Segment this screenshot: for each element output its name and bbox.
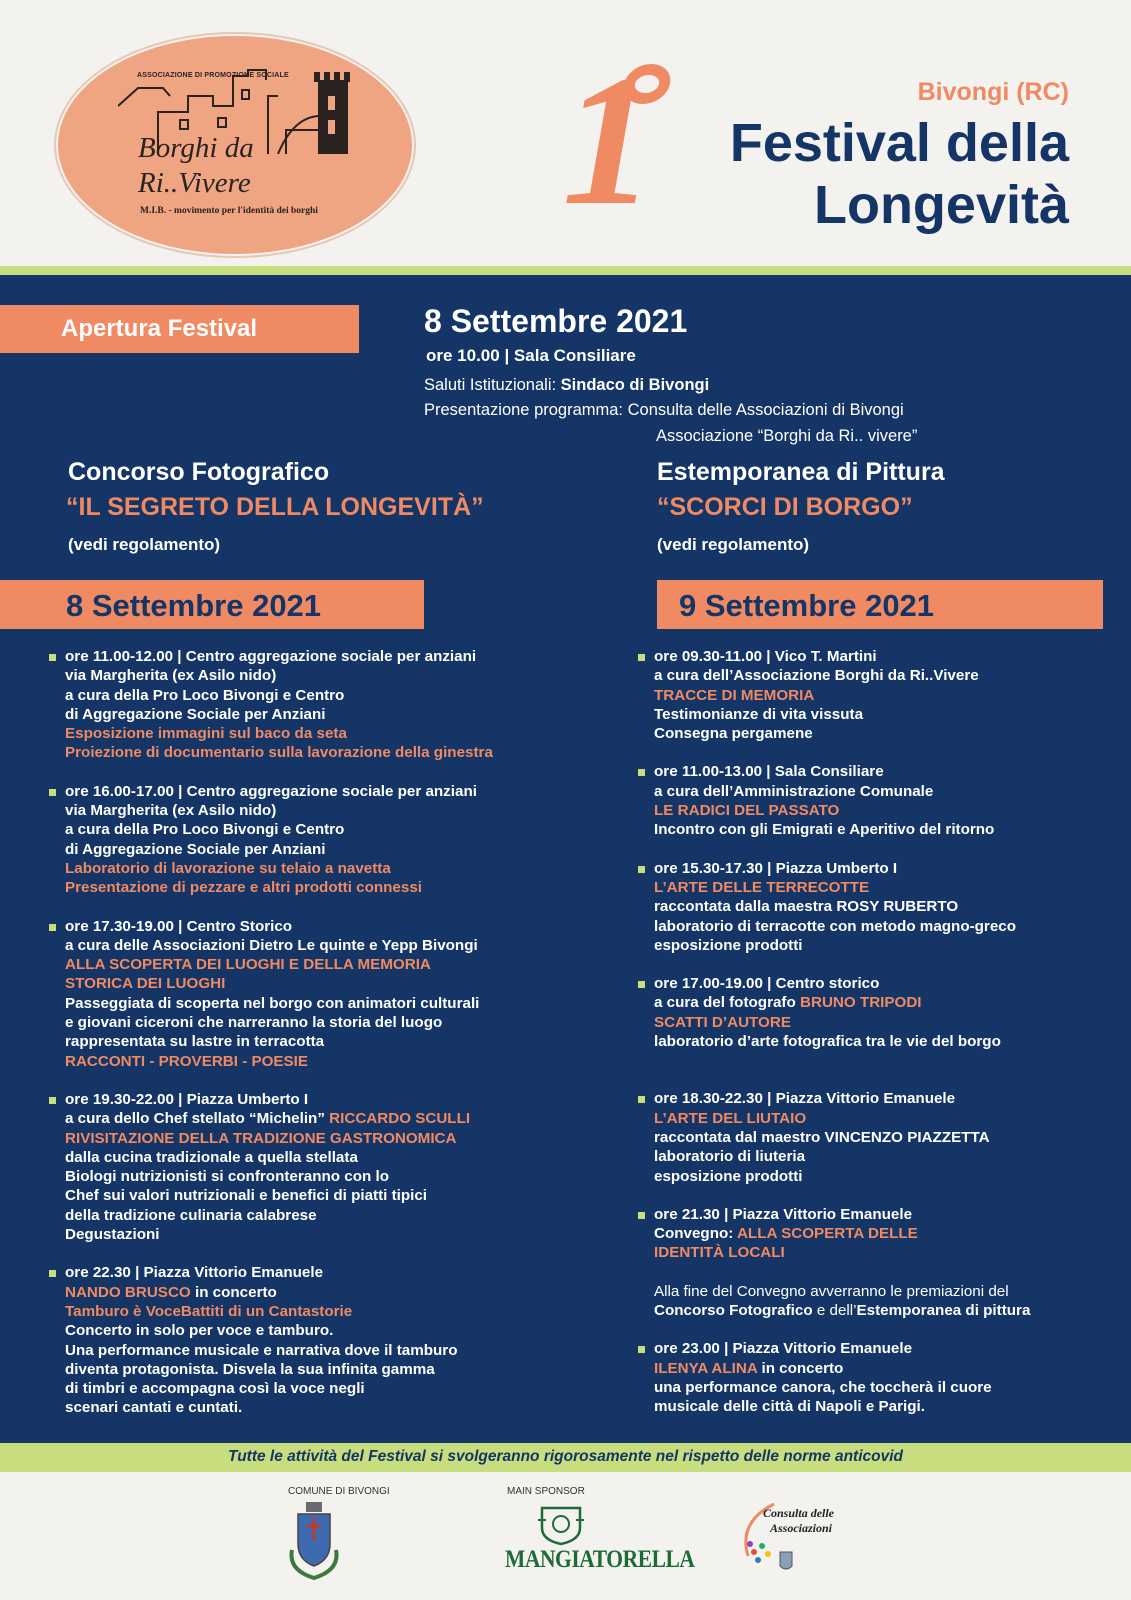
logo-name-line2: Ri..Vivere <box>138 167 251 199</box>
festival-title-line2: Longevità <box>813 175 1069 235</box>
day1-date: 8 Settembre 2021 <box>66 588 322 623</box>
contest-paint-title: Estemporanea di Pittura <box>657 458 945 486</box>
programma-value2: Associazione “Borghi da Ri.. vivere” <box>656 427 918 445</box>
top-divider <box>0 266 1131 275</box>
anticovid-banner <box>0 1443 1131 1472</box>
saluti-label: Saluti Istituzionali: <box>424 376 557 394</box>
main-sponsor-label: MAIN SPONSOR <box>507 1486 585 1497</box>
edition-number: 1 <box>562 38 655 244</box>
bullet-icon <box>638 769 645 776</box>
day2-events <box>638 647 1030 1417</box>
bullet-icon <box>638 1096 645 1103</box>
bullet-icon <box>638 1212 645 1219</box>
opening-tag <box>0 305 359 353</box>
main-sponsor-name: MANGIATORELLA <box>505 1546 695 1573</box>
contest-photo-note: (vedi regolamento) <box>68 535 221 554</box>
program-panel <box>0 275 1131 1443</box>
programma-value1: Consulta delle Associazioni di Bivongi <box>627 401 904 419</box>
day2-award-note: Alla fine del Convegno avverranno le premiazioni del Concorso Fotografico e dell’Estemporanea di pittura <box>654 1282 1031 1320</box>
opening-programma <box>424 401 904 420</box>
bullet-icon <box>49 1270 56 1277</box>
logo-association-label: ASSOCIAZIONE DI PROMOZIONE SOCIALE <box>137 72 289 79</box>
day2-event: ore 23.00 | Piazza Vittorio Emanuele ILENYA ALINA in concerto una performance canora, che toccherà il cuore musicale delle città di Napoli e Parigi. <box>638 1339 1030 1416</box>
day2-event: ore 11.00-13.00 | Sala Consiliare a cura dell’Amministrazione Comunale LE RADICI DEL PASSATO Incontro con gli Emigrati e Aperitivo del ritorno <box>638 762 1030 839</box>
day1-event: ore 22.30 | Piazza Vittorio Emanuele NANDO BRUSCO in concerto Tamburo è VoceBattiti di un Cantastorie Concerto in solo per voce e tamburo. Una performance musicale e narrativa dove il tamburo diventa protagonista. Disvela la sua infinita gamma di timbri e accompagna così la voce negli scenari cantati e cuntati. <box>49 1263 493 1417</box>
day2-event: ore 09.30-11.00 | Vico T. Martini a cura dell’Associazione Borghi da Ri..Vivere TRACCE DI MEMORIA Testimonianze di vita vissuta Consegna pergamene <box>638 647 1030 743</box>
contest-photo-title: Concorso Fotografico <box>68 458 330 486</box>
day1-events <box>49 647 493 1418</box>
saluti-value: Sindaco di Bivongi <box>560 376 710 394</box>
festival-place: Bivongi (RC) <box>917 78 1069 106</box>
day2-event: ore 17.00-19.00 | Centro storico a cura del fotografo BRUNO TRIPODI SCATTI D’AUTORE laboratorio d’arte fotografica tra le vie del borgo <box>638 974 1030 1051</box>
bullet-icon <box>638 866 645 873</box>
opening-tag-label: Apertura Festival <box>61 315 258 342</box>
bullet-icon <box>638 981 645 988</box>
bullet-icon <box>49 654 56 661</box>
programma-label: Presentazione programma: <box>424 401 624 419</box>
day2-date: 9 Settembre 2021 <box>679 588 935 623</box>
day1-event: ore 19.30-22.00 | Piazza Umberto I a cura dello Chef stellato “Michelin” RICCARDO SCULLI RIVISITAZIONE DELLA TRADIZIONE GASTRONOMICA dalla cucina tradizionale a quella stellata Biologi nutrizionisti si confronteranno con lo Chef sui valori nutrizionali e benefici di piatti tipici della tradizione culinaria calabrese Degustazioni <box>49 1090 493 1244</box>
opening-time-place: ore 10.00 | Sala Consiliare <box>426 346 636 365</box>
bullet-icon <box>638 654 645 661</box>
day2-event: ore 18.30-22.30 | Piazza Vittorio Emanuele L’ARTE DEL LIUTAIO raccontata dal maestro VINCENZO PIAZZETTA laboratorio di liuteria esposizione prodotti <box>638 1089 1030 1185</box>
opening-date: 8 Settembre 2021 <box>424 303 688 339</box>
day2-event: ore 21.30 | Piazza Vittorio Emanuele Convegno: ALLA SCOPERTA DELLE IDENTITÀ LOCALI <box>638 1205 1030 1263</box>
contest-paint-note: (vedi regolamento) <box>657 535 810 554</box>
festival-title-line1: Festival della <box>729 113 1069 173</box>
comune-coat-of-arms-icon <box>286 1500 342 1582</box>
mangiatorella-emblem-icon <box>536 1502 586 1546</box>
comune-label: COMUNE DI BIVONGI <box>288 1486 390 1497</box>
header <box>0 0 1131 266</box>
opening-saluti <box>424 376 709 395</box>
bullet-icon <box>49 924 56 931</box>
day1-date-bar <box>0 580 424 629</box>
consulta-name-line1: Consulta delle <box>763 1506 835 1520</box>
consulta-name-line2: Associazioni <box>770 1521 833 1535</box>
contest-photo-subtitle: “IL SEGRETO DELLA LONGEVITÀ” <box>66 493 484 521</box>
bullet-icon <box>638 1346 645 1353</box>
day1-event: ore 17.30-19.00 | Centro Storico a cura delle Associazioni Dietro Le quinte e Yepp Bivongi ALLA SCOPERTA DEI LUOGHI E DELLA MEMORIA STORICA DEI LUOGHI Passeggiata di scoperta nel borgo con animatori culturali e giovani ciceroni che narreranno la storia del luogo rappresentata su lastre in terracotta RACCONTI - PROVERBI - POESIE <box>49 917 493 1071</box>
bullet-icon <box>49 1097 56 1104</box>
day2-event: ore 15.30-17.30 | Piazza Umberto I L’ARTE DELLE TERRECOTTE raccontata dalla maestra ROSY RUBERTO laboratorio di terracotte con metodo magno-greco esposizione prodotti <box>638 859 1030 955</box>
day1-event: ore 16.00-17.00 | Centro aggregazione sociale per anziani via Margherita (ex Asilo nido) a cura della Pro Loco Bivongi e Centro di Aggregazione Sociale per Anziani Laboratorio di lavorazione su telaio a navetta Presentazione di pezzare e altri prodotti connessi <box>49 782 493 898</box>
bullet-icon <box>49 789 56 796</box>
sponsors-footer <box>0 1472 1131 1600</box>
logo-name-line1: Borghi da <box>138 132 254 164</box>
day2-date-bar <box>657 580 1103 629</box>
anticovid-notice: Tutte le attività del Festival si svolgeranno rigorosamente nel rispetto delle norme anticovid <box>228 1448 903 1465</box>
day1-event: ore 11.00-12.00 | Centro aggregazione sociale per anziani via Margherita (ex Asilo nido) a cura della Pro Loco Bivongi e Centro di Aggregazione Sociale per Anziani Esposizione immagini sul baco da seta Proiezione di documentario sulla lavorazione della ginestra <box>49 647 493 763</box>
contest-paint-subtitle: “SCORCI DI BORGO” <box>657 493 913 521</box>
logo-tagline: M.I.B. - movimento per l'identità dei borghi <box>140 206 318 216</box>
